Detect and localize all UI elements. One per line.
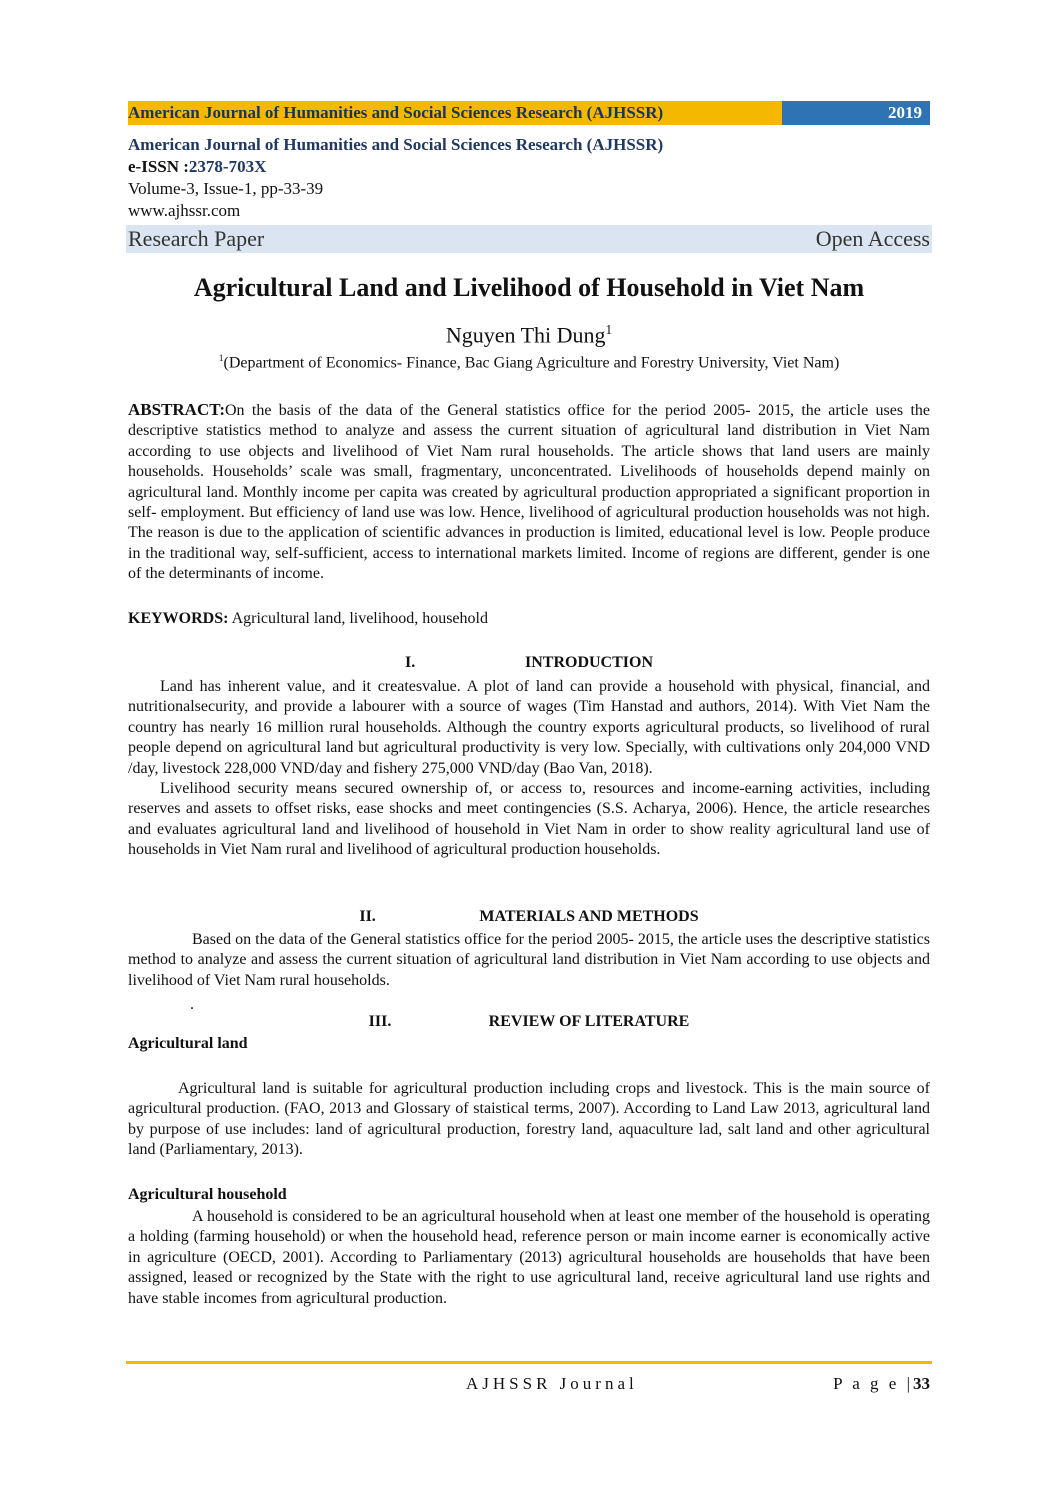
journal-name: American Journal of Humanities and Social Sciences Research (AJHSSR) [128, 135, 664, 154]
page-label: P a g e | [833, 1374, 913, 1393]
section-number: II. [359, 908, 376, 925]
keywords-label: KEYWORDS: [128, 610, 229, 627]
journal-meta [128, 134, 663, 222]
journal-year: 2019 [782, 101, 930, 125]
methods-body [128, 930, 930, 991]
agricultural-land-body [128, 1079, 930, 1161]
stray-dot: . [190, 996, 194, 1013]
abstract [128, 400, 930, 585]
affiliation-superscript: 1 [218, 353, 224, 364]
author [0, 322, 1058, 348]
paper-title: Agricultural Land and Livelihood of Household in Viet Nam [193, 273, 865, 302]
issn [128, 156, 663, 178]
agricultural-land-paragraph: Agricultural land is suitable for agricultural production including crops and livestock. This is the main source of agricultural production. (FAO, 2013 and Glossary of staistical terms, 2007). According to Land Law 2013, agricultural land by purpose of use includes: land of agricultural production, forestry land, aquaculture lad, salt land and other agricultural land (Parliamentary, 2013). [128, 1080, 930, 1159]
section-heading-methods [0, 908, 1058, 926]
journal-header-band [128, 101, 930, 125]
journal-band-title: American Journal of Humanities and Social Sciences Research (AJHSSR) [128, 101, 782, 125]
affiliation-text: (Department of Economics- Finance, Bac Giang Agriculture and Forestry University, Viet Nam) [223, 354, 840, 372]
paper-type-bar [126, 225, 932, 253]
volume-info: Volume-3, Issue-1, pp-33-39 [128, 179, 324, 198]
introduction-paragraph-2: Livelihood security means secured ownership of, or access to, resources and income-earning activities, including reserves and assets to offset risks, ease shocks and meet contingencies (S.S. Acharya, 2006). Hence, the article researches and evaluates agricultural land and livelihood of household in Viet Nam in order to show reality agricultural land use of households in Viet Nam rural and livelihood of agricultural production households. [128, 780, 930, 859]
section-title: INTRODUCTION [524, 654, 653, 671]
subheading-agricultural-land: Agricultural land [128, 1035, 248, 1052]
methods-paragraph: Based on the data of the General statistics office for the period 2005- 2015, the article uses the descriptive statistics method to analyze and assess the current situation of agricultural land distribution in Viet Nam according to use objects and livelihood of Viet Nam rural households. [128, 931, 930, 989]
subheading-agricultural-household: Agricultural household [128, 1186, 287, 1203]
author-name: Nguyen Thi Dung [445, 322, 606, 348]
abstract-text: On the basis of the data of the General statistics office for the period 2005- 2015, the article uses the descriptive statistics method to analyze and assess the current situation of agricultural land distribution in Viet Nam according to use objects and livelihood of Viet Nam rural households. The article shows that land users are mainly households. Households’ scale was small, fragmentary, unconcentrated. Livelihoods of households depend mainly on agricultural land. Monthly income per capita was created by agricultural production appropriated a significant proportion in self- employment. But efficiency of land use was low. Hence, livelihood of agricultural production households was not high. The reason is due to the application of scientific advances in production is limited, educational level is low. People produce in the traditional way, self-sufficient, access to international markets limited. Income of regions are different, gender is one of the determinants of income. [128, 402, 930, 583]
introduction-body [128, 677, 930, 861]
paper-type: Research Paper [128, 226, 265, 251]
section-title: REVIEW OF LITERATURE [488, 1013, 690, 1030]
footer-page-number [833, 1374, 930, 1394]
keywords-text: Agricultural land, livelihood, household [228, 610, 488, 627]
agricultural-household-body [128, 1207, 930, 1309]
agricultural-household-paragraph: A household is considered to be an agricultural household when at least one member of the household is operating a holding (farming household) or when the household head, reference person or main income earner is economically active in agriculture (OECD, 2001). According to Parliamentary (2013) agricultural households are households that have been assigned, leased or recognized by the State with the right to use agricultural land, receive agricultural land use rights and have stable incomes from agricultural production. [128, 1208, 930, 1307]
introduction-paragraph-1: Land has inherent value, and it createsvalue. A plot of land can provide a household with physical, financial, and nutritionalsecurity, and provide a labourer with a source of wages (Tim Hanstad and authors, 2014). With Viet Nam the country has nearly 16 million rural households. Although the country exports agricultural products, so livelihood of rural people depend on agricultural land but agricultural productivity is very low. Specially, with cultivations only 204,000 VND /day, livestock 228,000 VND/day and fishery 275,000 VND/day (Bao Van, 2018). [128, 678, 930, 777]
keywords [128, 609, 930, 629]
page-number: 33 [913, 1374, 930, 1393]
section-number: III. [368, 1013, 392, 1030]
section-title: MATERIALS AND METHODS [479, 908, 699, 925]
website-link[interactable]: www.ajhssr.com [128, 201, 241, 220]
author-superscript: 1 [605, 322, 613, 337]
access-type: Open Access [815, 226, 930, 251]
section-heading-introduction [0, 654, 1058, 672]
issn-value: 2378-703X [188, 157, 267, 176]
issn-label: e-ISSN : [128, 157, 189, 176]
footer-journal: AJHSSR Journal [466, 1374, 638, 1393]
section-number: I. [404, 654, 416, 671]
abstract-label: ABSTRACT: [128, 400, 225, 419]
footer-rule [126, 1361, 932, 1364]
affiliation [0, 353, 1058, 372]
section-heading-review [0, 1013, 1058, 1031]
